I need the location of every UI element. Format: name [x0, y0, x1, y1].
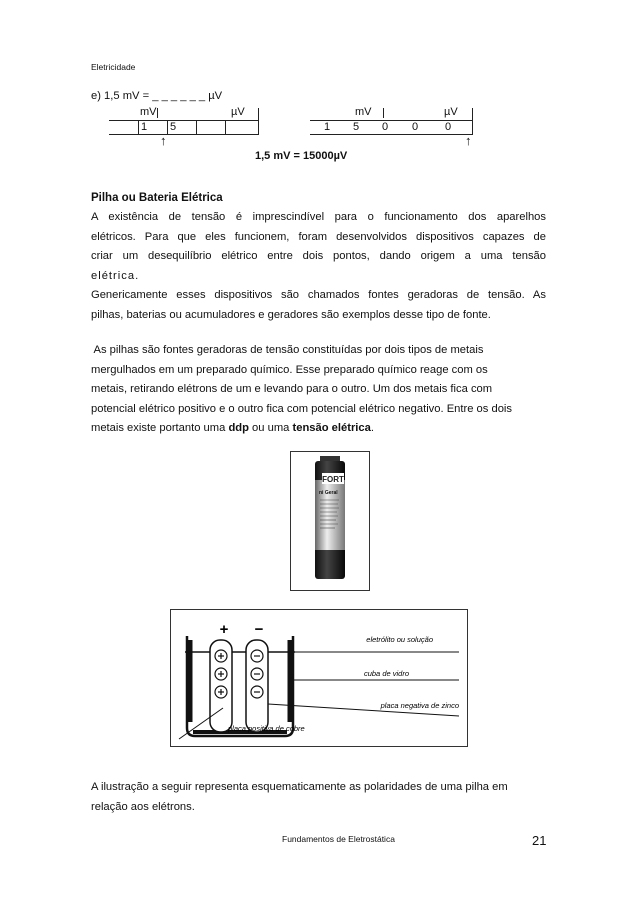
cell: 0	[412, 121, 419, 133]
running-header: Eletricidade	[91, 62, 136, 72]
cell: 0	[445, 121, 452, 133]
header-mv: mV	[140, 106, 157, 118]
paragraph-3	[91, 341, 546, 439]
term-ddp: ddp	[228, 422, 249, 434]
cell: 1	[324, 121, 331, 133]
label-copper: placa positiva de cobre	[228, 724, 305, 733]
section-heading: Pilha ou Bateria Elétrica	[91, 192, 223, 204]
paragraph-1	[91, 208, 546, 325]
conversion-result: 1,5 mV = 15000µV	[255, 150, 348, 162]
minus-sign: −	[254, 621, 264, 638]
footer-text: Fundamentos de Eletrostática	[282, 834, 395, 844]
text-line: elétricos. Para que eles funcionem, foram desenvolvidos dispositivos capazes de	[91, 230, 546, 243]
text-line: As pilhas são fontes geradoras de tensão constituídas por dois tipos de metais	[91, 344, 484, 356]
label-zinc: placa negativa de zinco	[380, 701, 459, 710]
page-number: 21	[532, 833, 547, 848]
header-uv: µV	[444, 106, 458, 118]
cell: 0	[382, 121, 389, 133]
glass-cuba	[187, 636, 293, 736]
text-line: mergulhados em um preparado químico. Esse preparado químico reage com os	[91, 363, 488, 376]
text-line: metais existe portanto uma ddp ou uma tensão elétrica.	[91, 422, 374, 434]
cell: 5	[170, 121, 177, 133]
battery-illustration	[291, 452, 369, 590]
conversion-table-left	[109, 106, 259, 135]
term-tensao: tensão elétrica	[292, 422, 371, 434]
text-line: A ilustração a seguir representa esquematicamente as polaridades de uma pilha em	[91, 781, 508, 793]
text-line: pilhas, baterias ou acumuladores e geradores são exemplos desse tipo de fonte.	[91, 308, 491, 321]
cell-diagram-svg	[171, 610, 467, 746]
text-line: metais, retirando elétrons de um e levando para o outro. Um dos metais fica com	[91, 383, 493, 395]
conversion-table-right	[310, 106, 473, 135]
battery-label: ni Geral	[319, 490, 338, 496]
header-mv: mV	[355, 106, 372, 118]
header-uv: µV	[231, 106, 245, 118]
text-line: elétrica.	[91, 269, 140, 282]
label-electrolyte: eletrólito ou solução	[366, 635, 433, 644]
battery-brand: FORT	[322, 475, 344, 484]
text-line: relação aos elétrons.	[91, 800, 195, 813]
conversion-line: e) 1,5 mV = _ _ _ _ _ _ µV	[91, 90, 223, 102]
decimal-arrow-right: ↑	[465, 133, 472, 148]
text-line: A existência de tensão é imprescindível para o funcionamento dos aparelhos	[91, 211, 546, 223]
text-line: criar um desequilíbrio elétrico entre dois pontos, dando origem a uma tensão	[91, 250, 546, 262]
cell: 1	[141, 121, 148, 133]
label-cuba: cuba de vidro	[363, 669, 409, 678]
decimal-arrow-left: ↑	[160, 133, 167, 148]
cell-diagram	[170, 609, 468, 747]
cell: 5	[353, 121, 360, 133]
text-line: potencial elétrico positivo e o outro fica com potencial elétrico negativo. Entre os dois	[91, 402, 513, 415]
plus-sign: +	[219, 621, 229, 638]
closing-paragraph	[91, 778, 551, 817]
battery-photo	[290, 451, 370, 591]
text-line: Genericamente esses dispositivos são chamados fontes geradoras de tensão. As	[91, 289, 546, 301]
